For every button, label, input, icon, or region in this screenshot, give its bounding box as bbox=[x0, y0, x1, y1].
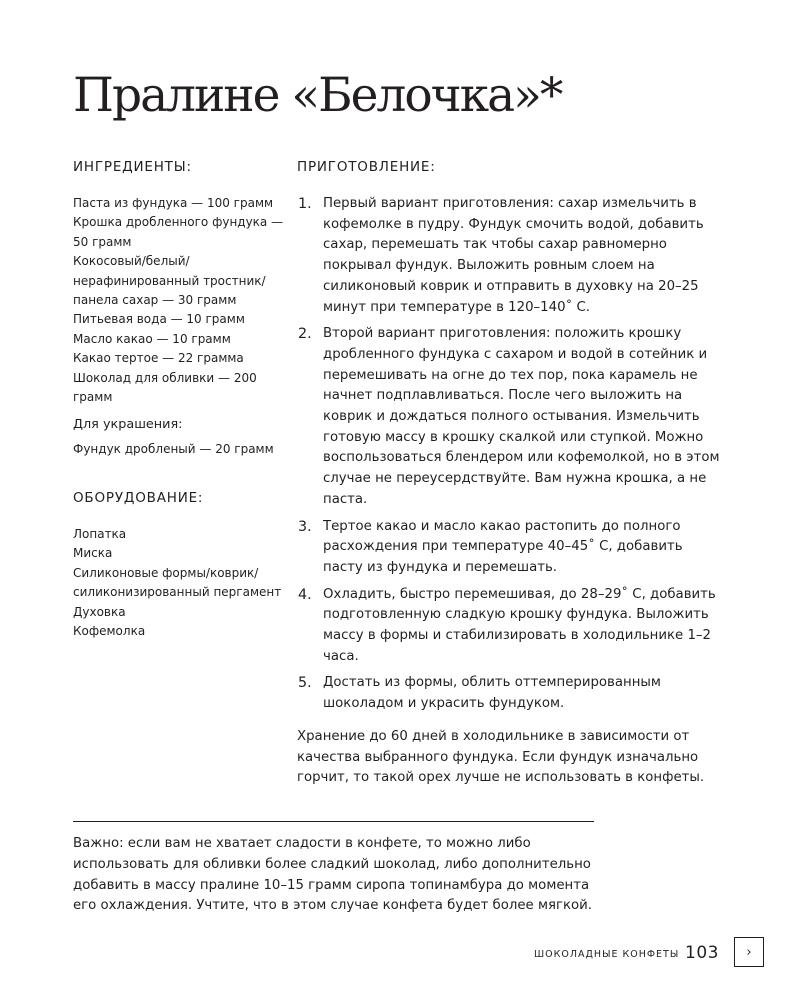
preparation-column bbox=[297, 158, 722, 789]
decoration-heading: Для украшения: bbox=[73, 417, 183, 433]
equipment-item: Лопатка bbox=[73, 526, 127, 541]
step-number: 3. bbox=[298, 518, 312, 535]
step-item bbox=[297, 585, 722, 668]
step-text: Первый вариант приготовления: сахар измельчить в кофемолке в пудру. Фундук смочить водой, добавить сахар, перемешать так чтобы сахар равномерно покрывал фундук. Выложить ровным слоем на силиконовый коврик и отправить в духовку на 20–25 минут при температуре в 120–140˚ С. bbox=[323, 196, 704, 315]
step-item bbox=[297, 194, 722, 318]
ingredient-item: Какао тертое — 22 грамма bbox=[73, 351, 244, 366]
decoration-list bbox=[73, 440, 285, 459]
preparation-steps bbox=[297, 194, 722, 715]
next-page-button[interactable] bbox=[734, 937, 764, 967]
chevron-right-icon: › bbox=[746, 944, 752, 960]
page-title: Пралине «Белочка»* bbox=[73, 68, 562, 123]
step-text: Достать из формы, облить оттемперированным шоколадом и украсить фундуком. bbox=[323, 675, 661, 712]
step-text: Тертое какао и масло какао растопить до полного расхождения при температуре 40–45˚ С, добавить пасту из фундука и перемешать. bbox=[323, 518, 683, 575]
decoration-item: Фундук дробленый — 20 грамм bbox=[73, 442, 274, 457]
step-number: 4. bbox=[298, 586, 312, 603]
ingredient-item: Кокосовый/белый/ нерафинированный тростник/ панела сахар — 30 грамм bbox=[73, 254, 266, 308]
ingredient-item: Шоколад для обливки — 200 грамм bbox=[73, 370, 257, 405]
step-number: 2. bbox=[298, 326, 312, 343]
page-number: 103 bbox=[685, 943, 719, 963]
ingredient-item: Крошка дробленного фундука — 50 грамм bbox=[73, 215, 284, 249]
ingredients-heading: ИНГРЕДИЕНТЫ: bbox=[73, 159, 192, 175]
important-note: Важно: если вам не хватает сладости в конфете, то можно либо использовать для обливки более сладкий шоколад, либо дополнительно добавить в массу пралине 10–15 грамм сиропа топинамбура до момента его охлаждения. Учтите, что в этом случае конфета будет более мягкой. bbox=[73, 836, 593, 914]
step-number: 1. bbox=[298, 196, 312, 212]
ingredient-item: Питьевая вода — 10 грамм bbox=[73, 312, 245, 327]
step-text: Второй вариант приготовления: положить крошку дробленного фундука с сахаром и водой в сотейник и перемешивать на огне до тех пор, пока карамель не начнет подплавливаться. После чего выложить на коврик и дождаться полного остывания. Измельчить готовую массу в крошку скалкой или ступкой. Можно воспользоваться блендером или кофемолкой, но в этом случае не переусердствуйте. Вам нужна крошка, а не паста. bbox=[323, 326, 720, 507]
ingredient-item: Паста из фундука — 100 грамм bbox=[73, 196, 274, 210]
ingredient-item: Масло какао — 10 грамм bbox=[73, 331, 231, 346]
step-item bbox=[297, 673, 722, 714]
equipment-list bbox=[73, 525, 285, 641]
storage-note: Хранение до 60 дней в холодильнике в зависимости от качества выбранного фундука. Если фундук изначально горчит, то такой орех лучше не использовать в конфеты. bbox=[297, 728, 705, 786]
step-item bbox=[297, 324, 722, 510]
equipment-item: Кофемолка bbox=[73, 623, 146, 638]
step-text: Охладить, быстро перемешивая, до 28–29˚ С, добавить подготовленную сладкую крошку фундука. Выложить массу в формы и стабилизировать в холодильнике 1–2 часа. bbox=[323, 586, 716, 664]
ingredients-column bbox=[73, 158, 285, 641]
equipment-item: Силиконовые формы/коврик/ силиконизированный пергамент bbox=[73, 565, 282, 600]
step-item bbox=[297, 517, 722, 579]
section-label: ШОКОЛАДНЫЕ КОНФЕТЫ bbox=[534, 949, 680, 960]
step-number: 5. bbox=[298, 675, 312, 692]
equipment-item: Духовка bbox=[73, 604, 126, 619]
ingredients-list bbox=[73, 194, 285, 407]
equipment-heading: ОБОРУДОВАНИЕ: bbox=[73, 489, 204, 506]
preparation-heading: ПРИГОТОВЛЕНИЕ: bbox=[297, 159, 436, 175]
equipment-item: Миска bbox=[73, 546, 113, 561]
divider bbox=[73, 821, 594, 822]
